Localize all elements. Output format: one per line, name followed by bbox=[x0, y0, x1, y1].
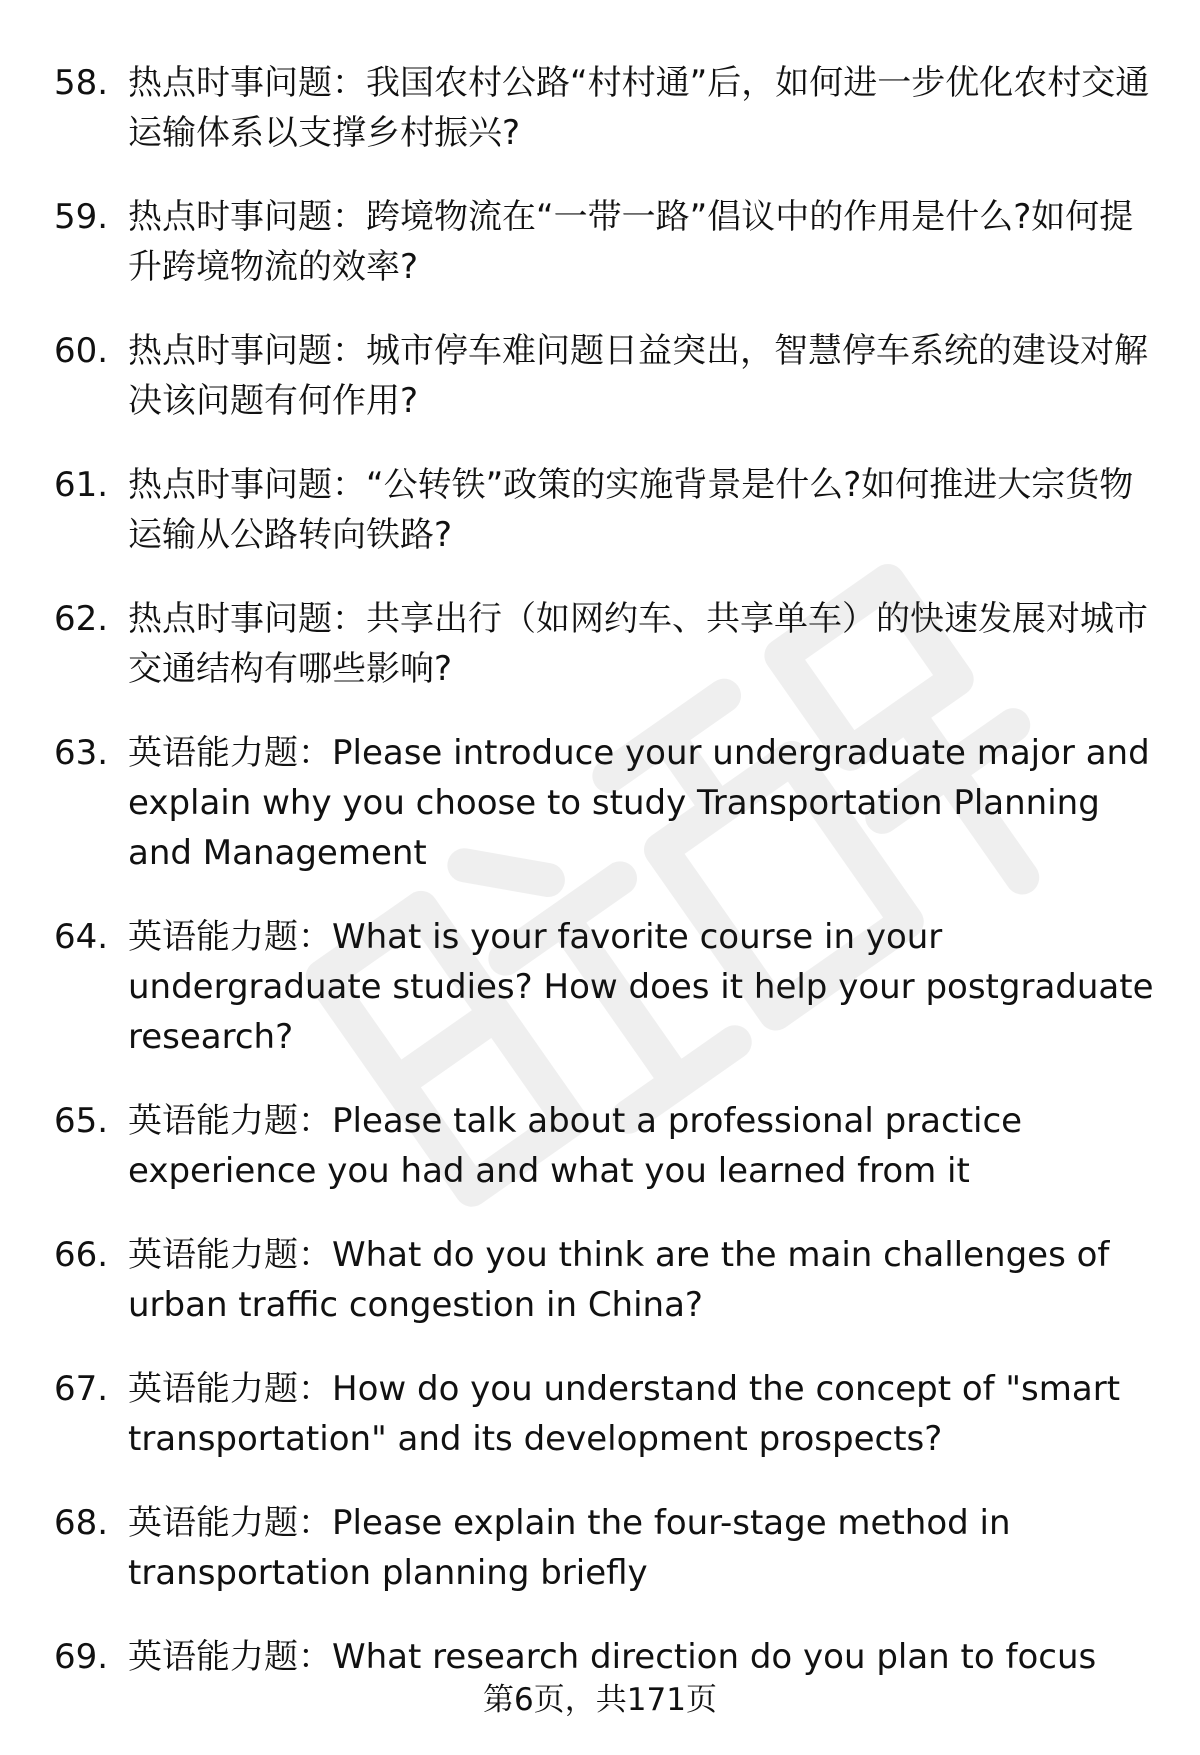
question-item bbox=[0, 1364, 1200, 1464]
question-text: 英语能力题：Please explain the four-stage method in transportation planning briefly bbox=[128, 1503, 1011, 1593]
question-number: 59. bbox=[54, 197, 109, 237]
question-text: 热点时事问题：我国农村公路“村村通”后，如何进一步优化农村交通运输体系以支撑乡村振兴? bbox=[128, 63, 1150, 153]
question-item bbox=[0, 460, 1200, 560]
question-text: 热点时事问题：城市停车难问题日益突出，智慧停车系统的建设对解决该问题有何作用? bbox=[128, 331, 1148, 421]
question-number: 68. bbox=[54, 1503, 109, 1543]
question-number: 67. bbox=[54, 1369, 109, 1409]
question-item bbox=[0, 1498, 1200, 1598]
question-number: 64. bbox=[54, 917, 109, 957]
question-item bbox=[0, 1632, 1200, 1682]
question-item bbox=[0, 594, 1200, 694]
question-list bbox=[0, 58, 1200, 1716]
page-footer: 第6页，共171页 bbox=[483, 1682, 717, 1718]
question-number: 66. bbox=[54, 1235, 109, 1275]
question-text: 英语能力题：Please introduce your undergraduate major and explain why you choose to study Transportation Planning and Management bbox=[128, 733, 1150, 873]
question-text: 热点时事问题：跨境物流在“一带一路”倡议中的作用是什么?如何提升跨境物流的效率? bbox=[128, 197, 1134, 287]
question-text: 热点时事问题：共享出行（如网约车、共享单车）的快速发展对城市交通结构有哪些影响? bbox=[128, 599, 1148, 689]
question-number: 62. bbox=[54, 599, 109, 639]
question-number: 65. bbox=[54, 1101, 109, 1141]
question-text: 英语能力题：What research direction do you plan to focus bbox=[128, 1637, 1097, 1677]
question-number: 69. bbox=[54, 1637, 109, 1677]
question-item bbox=[0, 58, 1200, 158]
question-item bbox=[0, 192, 1200, 292]
question-number: 63. bbox=[54, 733, 109, 773]
question-item bbox=[0, 1096, 1200, 1196]
question-text: 英语能力题：What do you think are the main challenges of urban traffic congestion in China? bbox=[128, 1235, 1110, 1325]
question-text: 英语能力题：How do you understand the concept of "smart transportation" and its development prospects? bbox=[128, 1369, 1121, 1459]
question-item bbox=[0, 728, 1200, 878]
question-number: 61. bbox=[54, 465, 109, 505]
question-item bbox=[0, 912, 1200, 1062]
question-item bbox=[0, 1230, 1200, 1330]
question-text: 英语能力题：Please talk about a professional practice experience you had and what you learned from it bbox=[128, 1101, 1023, 1191]
question-item bbox=[0, 326, 1200, 426]
question-number: 58. bbox=[54, 63, 109, 103]
question-text: 英语能力题：What is your favorite course in your undergraduate studies? How does it help your postgraduate research? bbox=[128, 917, 1154, 1057]
question-text: 热点时事问题：“公转铁”政策的实施背景是什么?如何推进大宗货物运输从公路转向铁路? bbox=[128, 465, 1134, 555]
question-number: 60. bbox=[54, 331, 109, 371]
